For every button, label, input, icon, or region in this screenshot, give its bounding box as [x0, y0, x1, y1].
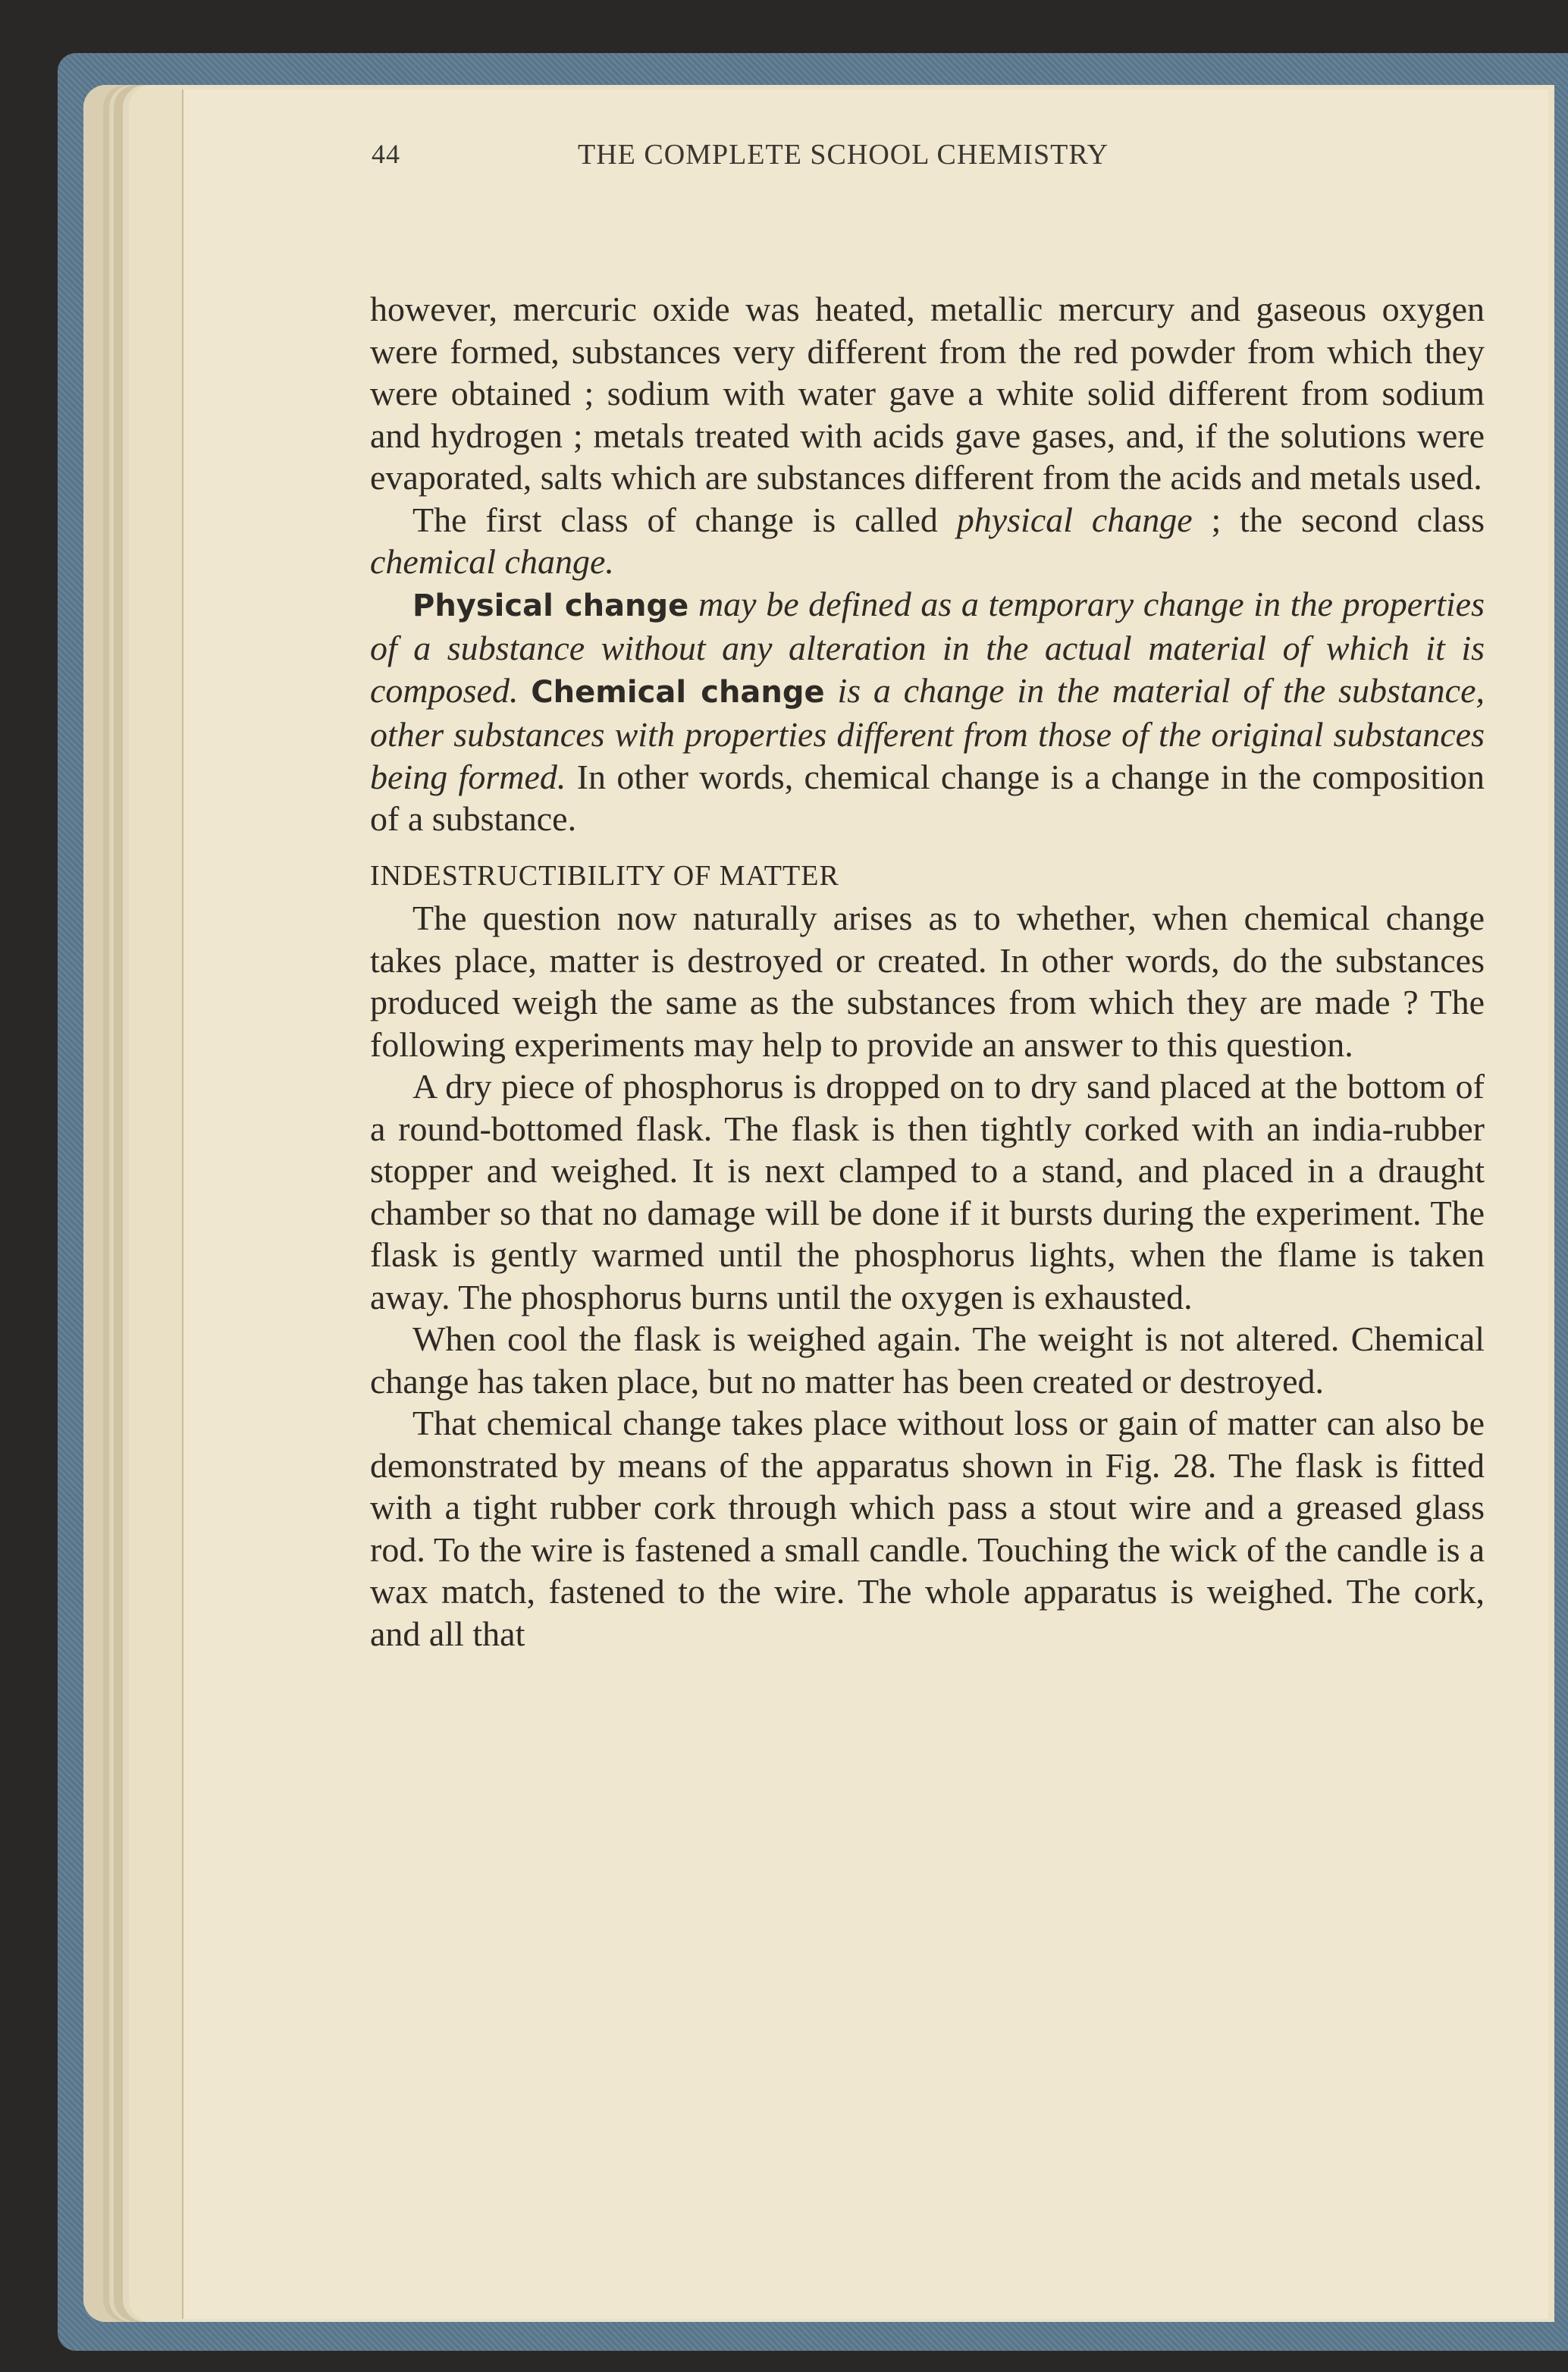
- paragraph-question: The question now naturally arises as to whether, when chemical change takes place, matter is destroyed or created. In other words, do the substances produced weigh the same as the substances from which they are made ? The following experiments may help to provide an answer to this question.: [370, 899, 1485, 1064]
- section-heading: INDESTRUCTIBILITY OF MATTER: [370, 859, 839, 892]
- page-number: 44: [372, 139, 400, 169]
- definition-physical-change: may be defined as a temporary change in the properties of a substance without any alteration in the actual material of which it is composed.: [370, 584, 1485, 710]
- text-run: In other words, chemical change is a change in the composition of a substance.: [370, 757, 1485, 838]
- paragraph-result: When cool the flask is weighed again. The weight is not altered. Chemical change has taken place, but no matter has been created or destroyed.: [370, 1319, 1485, 1401]
- definition-chemical-change: is a change in the material of the substance, other substances with properties different from those of the original substances being formed.: [370, 670, 1485, 796]
- paragraph-apparatus: That chemical change takes place without loss or gain of matter can also be demonstrated by means of the apparatus shown in Fig. 28. The flask is fitted with a tight rubber cork through which pass a stout wire and a greased glass rod. To the wire is fastened a small candle. Touching the wick of the candle is a wax match, fastened to the wire. The whole apparatus is weighed. The cork, and all that: [370, 1404, 1485, 1653]
- paragraph-phosphorus-experiment: A dry piece of phosphorus is dropped on to dry sand placed at the bottom of a round-bottomed flask. The flask is then tightly corked with an india-rubber stopper and weighed. It is next clamped to a stand, and placed in a draught chamber so that no damage will be done if it bursts during the experiment. The flask is gently warmed until the phosphorus lights, when the flame is taken away. The phosphorus burns until the oxygen is exhausted.: [370, 1067, 1485, 1316]
- paragraph-continued: however, mercuric oxide was heated, metallic mercury and gaseous oxygen were formed, substances very different from the red powder from which they were obtained ; sodium with water gave a white solid different from sodium and hydrogen ; metals treated with acids gave gases, and, if the solutions were evaporated, salts which are substances different from the acids and metals used.: [370, 290, 1485, 497]
- body-text: [370, 288, 1485, 1655]
- term-chemical-change: chemical change.: [370, 542, 614, 581]
- text-run: ; the second class: [1192, 500, 1485, 539]
- text-run: The first class of change is called: [412, 500, 957, 539]
- running-title: THE COMPLETE SCHOOL CHEMISTRY: [578, 139, 1109, 171]
- paragraph-change-classes: [370, 499, 1485, 583]
- bold-term-physical-change: Physical change: [412, 588, 689, 623]
- running-header: [372, 130, 1281, 176]
- term-physical-change: physical change: [956, 500, 1193, 539]
- bold-term-chemical-change: Chemical change: [531, 674, 825, 710]
- paragraph-definitions: [370, 583, 1485, 840]
